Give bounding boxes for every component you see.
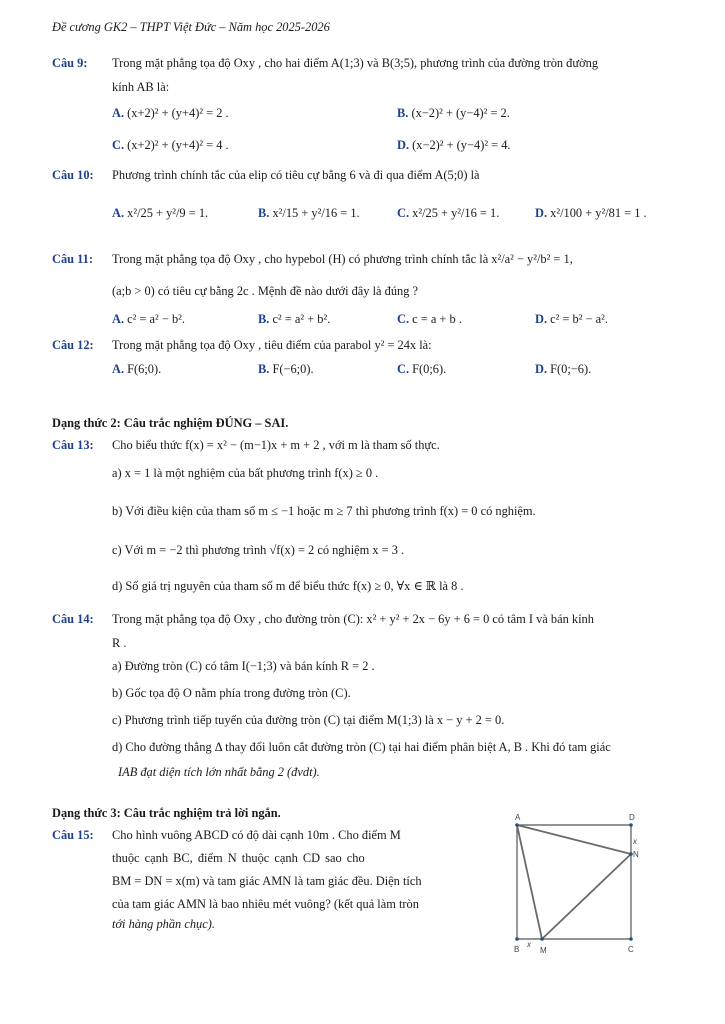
- section-3-heading: Dạng thức 3: Câu trắc nghiệm trả lời ngắn.: [52, 806, 281, 820]
- option-text: x²/100 + y²/81 = 1 .: [550, 206, 647, 220]
- q13-statement-d: d) Số giá trị nguyên của tham số m để biểu thức f(x) ≥ 0, ∀x ∈ ℝ là 8 .: [112, 579, 464, 593]
- q14-statement-d-line1: d) Cho đường thẳng Δ thay đổi luôn cắt đường tròn (C) tại hai điểm phân biệt A, B . Khi đó tam giác: [112, 740, 611, 754]
- q9-option-b: [397, 106, 510, 121]
- question-14-label: Câu 14:: [52, 612, 94, 626]
- question-9-text-line2: kính AB là:: [112, 80, 170, 94]
- question-11-label: Câu 11:: [52, 252, 93, 266]
- label-a: A: [515, 813, 521, 822]
- option-key: C.: [112, 138, 125, 152]
- q14-statement-a: a) Đường tròn (C) có tâm I(−1;3) và bán kính R = 2 .: [112, 659, 375, 673]
- section-2-heading: Dạng thức 2: Câu trắc nghiệm ĐÚNG – SAI.: [52, 416, 289, 430]
- point-c: [629, 937, 633, 941]
- question-15-text-line2: thuộc cạnh BC, điểm N thuộc cạnh CD sao cho: [112, 851, 365, 865]
- option-key: D.: [535, 206, 548, 220]
- q13-statement-a: a) x = 1 là một nghiệm của bất phương trình f(x) ≥ 0 .: [112, 466, 379, 480]
- option-key: D.: [397, 138, 410, 152]
- label-b: B: [514, 945, 520, 954]
- q10-option-b: [258, 206, 360, 221]
- label-n: N: [633, 850, 639, 859]
- question-14-text-line2: R .: [112, 636, 127, 650]
- question-11-text-line1: Trong mặt phẳng tọa độ Oxy , cho hypebol (H) có phương trình chính tắc là x²/a² − y²/b² = 1,: [112, 252, 573, 266]
- page-header: Đề cương GK2 – THPT Việt Đức – Năm học 2025-2026: [52, 20, 330, 34]
- point-m: [540, 937, 544, 941]
- option-text: F(0;−6).: [550, 362, 592, 376]
- question-15-label: Câu 15:: [52, 828, 94, 842]
- option-text: x²/25 + y²/16 = 1.: [412, 206, 500, 220]
- q12-option-c: [397, 362, 446, 377]
- option-key: A.: [112, 106, 125, 120]
- option-text: F(0;6).: [412, 362, 447, 376]
- option-key: D.: [535, 362, 548, 376]
- q9-option-c: [112, 138, 229, 153]
- option-key: A.: [112, 312, 125, 326]
- q13-statement-c: c) Với m = −2 thì phương trình √f(x) = 2 có nghiệm x = 3 .: [112, 543, 405, 557]
- option-text: c² = b² − a².: [550, 312, 608, 326]
- option-key: D.: [535, 312, 548, 326]
- segment-mn: [542, 854, 631, 939]
- option-key: B.: [397, 106, 409, 120]
- option-key: B.: [258, 312, 270, 326]
- option-text: F(−6;0).: [272, 362, 314, 376]
- question-15-text-line1: Cho hình vuông ABCD có độ dài cạnh 10m . Cho điểm M: [112, 828, 401, 842]
- question-12-label: Câu 12:: [52, 338, 94, 352]
- q9-option-a: [112, 106, 229, 121]
- q12-option-d: [535, 362, 591, 377]
- q12-option-a: [112, 362, 161, 377]
- question-10-label: Câu 10:: [52, 168, 94, 182]
- option-key: C.: [397, 362, 410, 376]
- segment-am: [517, 825, 542, 939]
- square-abcd-figure: [500, 808, 650, 958]
- option-key: A.: [112, 206, 125, 220]
- option-text: (x+2)² + (y+4)² = 4 .: [127, 138, 229, 152]
- q10-option-d: [535, 206, 647, 221]
- option-text: c² = a² + b².: [272, 312, 331, 326]
- question-15-text-line4: của tam giác AMN là bao nhiêu mét vuông? (kết quả làm tròn: [112, 897, 419, 911]
- question-9-label: Câu 9:: [52, 56, 88, 70]
- segment-an: [517, 825, 631, 854]
- q11-option-c: [397, 312, 462, 327]
- question-9-text-line1: Trong mặt phẳng tọa độ Oxy , cho hai điểm A(1;3) và B(3;5), phương trình của đường tròn đường: [112, 56, 599, 70]
- label-c: C: [628, 945, 634, 954]
- option-key: B.: [258, 206, 270, 220]
- option-key: B.: [258, 362, 270, 376]
- option-text: (x−2)² + (y−4)² = 2.: [411, 106, 510, 120]
- q12-option-b: [258, 362, 314, 377]
- q11-option-b: [258, 312, 330, 327]
- question-11-text-line2: (a;b > 0) có tiêu cự bằng 2c . Mệnh đề nào dưới đây là đúng ?: [112, 284, 419, 298]
- question-15-text-line5: tới hàng phần chục).: [112, 917, 215, 931]
- q13-statement-b: b) Với điều kiện của tham số m ≤ −1 hoặc m ≥ 7 thì phương trình f(x) = 0 có nghiệm.: [112, 504, 536, 518]
- option-text: x²/15 + y²/16 = 1.: [272, 206, 360, 220]
- q11-option-d: [535, 312, 608, 327]
- q14-statement-b: b) Gốc tọa độ O nằm phía trong đường tròn (C).: [112, 686, 351, 700]
- q14-statement-c: c) Phương trình tiếp tuyến của đường tròn (C) tại điểm M(1;3) là x − y + 2 = 0.: [112, 713, 505, 727]
- option-key: C.: [397, 312, 410, 326]
- point-d: [629, 823, 633, 827]
- option-key: C.: [397, 206, 410, 220]
- option-text: c² = a² − b².: [127, 312, 185, 326]
- option-key: A.: [112, 362, 125, 376]
- option-text: (x+2)² + (y+4)² = 2 .: [127, 106, 229, 120]
- option-text: (x−2)² + (y−4)² = 4.: [412, 138, 511, 152]
- q10-option-c: [397, 206, 499, 221]
- point-b: [515, 937, 519, 941]
- question-13-text-line1: Cho biểu thức f(x) = x² − (m−1)x + m + 2 , với m là tham số thực.: [112, 438, 440, 452]
- question-12-text-line1: Trong mặt phẳng tọa độ Oxy , tiêu điểm của parabol y² = 24x là:: [112, 338, 432, 352]
- q9-option-d: [397, 138, 511, 153]
- option-text: x²/25 + y²/9 = 1.: [127, 206, 209, 220]
- label-m: M: [540, 946, 547, 955]
- label-x-top: x: [633, 837, 637, 846]
- q11-option-a: [112, 312, 185, 327]
- question-10-text-line1: Phương trình chính tắc của elip có tiêu cự bằng 6 và đi qua điểm A(5;0) là: [112, 168, 480, 182]
- label-x-bottom: x: [527, 940, 531, 949]
- point-a: [515, 823, 519, 827]
- option-text: c = a + b .: [412, 312, 462, 326]
- question-14-text-line1: Trong mặt phẳng tọa độ Oxy , cho đường tròn (C): x² + y² + 2x − 6y + 6 = 0 có tâm I và bán kính: [112, 612, 594, 626]
- label-d: D: [629, 813, 635, 822]
- question-13-label: Câu 13:: [52, 438, 94, 452]
- option-text: F(6;0).: [127, 362, 162, 376]
- q10-option-a: [112, 206, 208, 221]
- question-15-text-line3: BM = DN = x(m) và tam giác AMN là tam giác đều. Diện tích: [112, 874, 422, 888]
- q14-statement-d-line2: IAB đạt diện tích lớn nhất bằng 2 (đvdt).: [118, 765, 320, 779]
